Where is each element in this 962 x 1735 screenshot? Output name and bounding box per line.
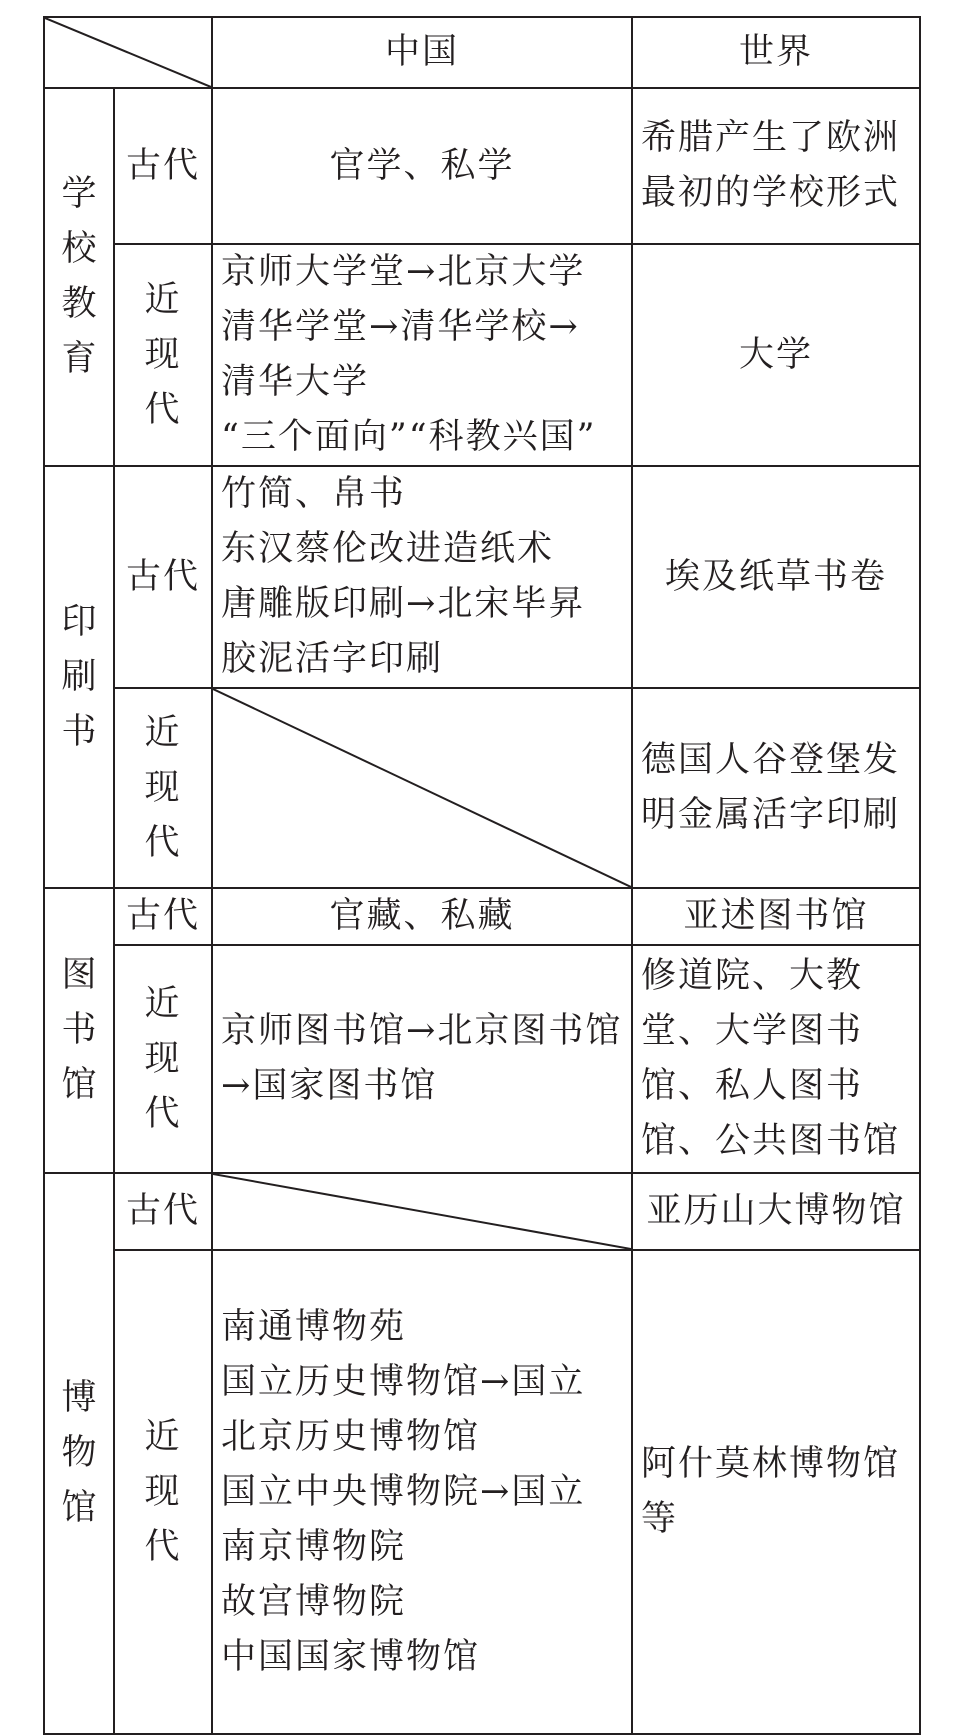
table-row — [44, 888, 920, 945]
period-cell — [114, 688, 212, 888]
cell-diagonal — [213, 1174, 631, 1249]
corner-cell — [44, 17, 212, 88]
china-cell — [212, 88, 632, 244]
china-line: 北京历史博物馆 — [221, 1416, 481, 1457]
period-label: 近现代 — [144, 279, 182, 430]
china-line: 官藏、私藏 — [329, 896, 515, 936]
period-label: 近现代 — [144, 983, 182, 1134]
china-line: 竹简、帛书 — [221, 474, 407, 514]
china-line: 胶泥活字印刷 — [221, 639, 444, 679]
china-line: 东汉蔡伦改进造纸术 — [221, 529, 555, 569]
china-cell: 京师图书馆→北京图书馆→国家图书馆 — [212, 945, 632, 1173]
table-row — [44, 88, 920, 244]
header-china: 中国 — [212, 17, 632, 88]
china-cell — [212, 1250, 632, 1734]
china-line: 清华学堂→清华学校→ — [221, 307, 580, 347]
table-row — [44, 1250, 920, 1734]
category-school-education — [44, 88, 114, 466]
period-cell — [114, 244, 212, 466]
period-label: 近现代 — [144, 1416, 182, 1567]
china-cell — [212, 244, 632, 466]
china-line: 唐雕版印刷→北宋毕昇 — [221, 584, 586, 624]
china-line: 国立中央博物院→国立 — [221, 1471, 586, 1512]
category-label: 印刷书 — [61, 601, 99, 752]
china-line: 京师大学堂→北京大学 — [221, 252, 586, 292]
period-cell — [114, 1250, 212, 1734]
category-label: 学校教育 — [61, 174, 99, 379]
world-cell: 亚述图书馆 — [632, 888, 920, 945]
period-cell: 古代 — [114, 1173, 212, 1250]
china-line: 国立历史博物馆→国立 — [221, 1361, 586, 1402]
world-cell: 德国人谷登堡发明金属活字印刷 — [632, 688, 920, 888]
category-museum — [44, 1173, 114, 1734]
china-line: “三个面向”“科教兴国” — [221, 417, 597, 457]
china-cell — [212, 466, 632, 688]
world-cell: 埃及纸草书卷 — [632, 466, 920, 688]
header-world: 世界 — [632, 17, 920, 88]
china-line: 中国国家博物馆 — [221, 1636, 481, 1677]
china-line: 故宫博物院 — [221, 1581, 407, 1622]
period-label: 近现代 — [144, 712, 182, 863]
world-cell: 修道院、大教堂、大学图书馆、私人图书馆、公共图书馆 — [632, 945, 920, 1173]
period-cell: 古代 — [114, 466, 212, 688]
china-line: 南京博物院 — [221, 1526, 407, 1567]
world-cell: 希腊产生了欧洲最初的学校形式 — [632, 88, 920, 244]
header-row — [44, 17, 920, 88]
world-cell: 阿什莫林博物馆等 — [632, 1250, 920, 1734]
category-library — [44, 888, 114, 1173]
period-cell: 古代 — [114, 88, 212, 244]
table-row — [44, 466, 920, 688]
table-row — [44, 244, 920, 466]
period-cell: 古代 — [114, 888, 212, 945]
table-row — [44, 945, 920, 1173]
world-cell: 大学 — [632, 244, 920, 466]
category-label: 图书馆 — [61, 955, 99, 1105]
comparison-table — [43, 16, 921, 1735]
category-label: 博物馆 — [61, 1378, 99, 1528]
period-cell — [114, 945, 212, 1173]
china-line: 官学、私学 — [329, 145, 515, 186]
table-row — [44, 688, 920, 888]
china-line: 南通博物苑 — [221, 1306, 407, 1347]
china-line: 清华大学 — [221, 362, 370, 402]
china-cell-empty — [212, 1173, 632, 1250]
corner-diagonal — [45, 18, 211, 87]
category-printed-books — [44, 466, 114, 888]
cell-diagonal — [213, 689, 631, 887]
china-cell — [212, 888, 632, 945]
china-cell-empty — [212, 688, 632, 888]
table-row — [44, 1173, 920, 1250]
world-cell: 亚历山大博物馆 — [632, 1173, 920, 1250]
